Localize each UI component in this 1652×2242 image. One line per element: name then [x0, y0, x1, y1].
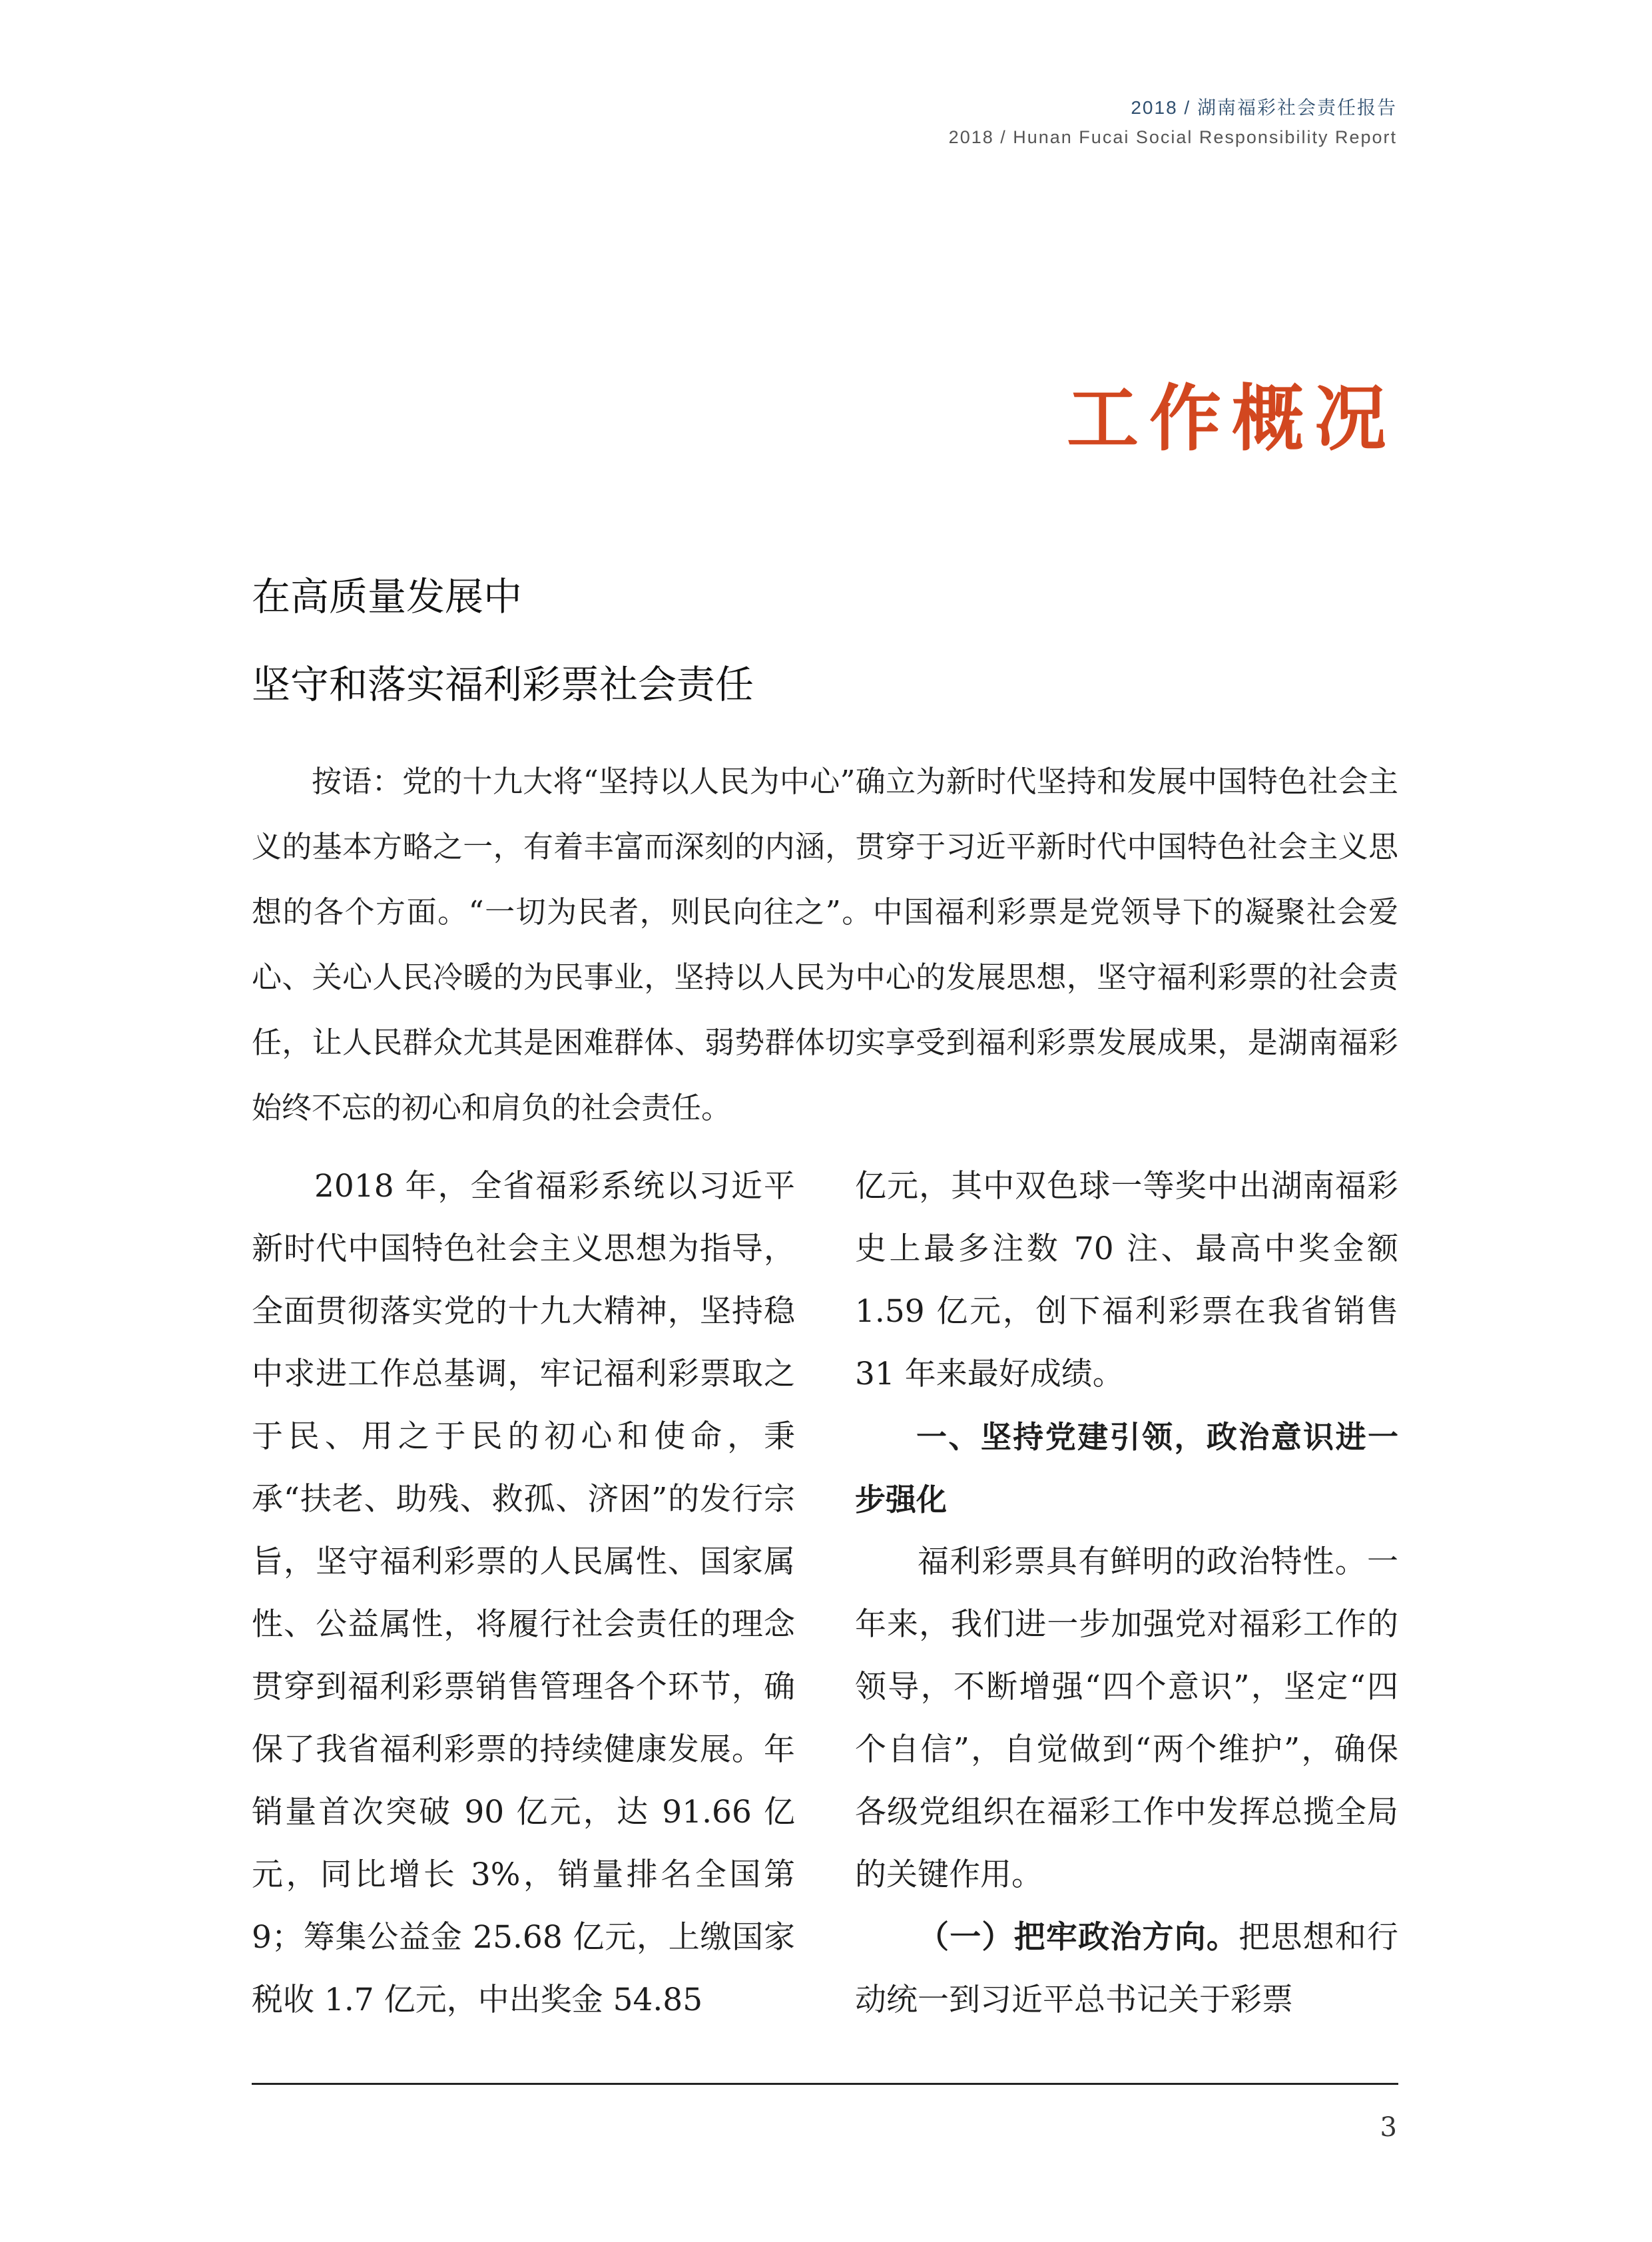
subtitle-line-2: 坚守和落实福利彩票社会责任: [252, 662, 754, 707]
page-number: 3: [1380, 2112, 1397, 2143]
body-paragraph-1-continued: 亿元，其中双色球一等奖中出湖南福彩史上最多注数 70 注、最高中奖金额 1.59 亿元，创下福利彩票在我省销售 31 年来最好成绩。: [855, 1168, 1398, 1392]
body-paragraph-2: 福利彩票具有鲜明的政治特性。一年来，我们进一步加强党对福彩工作的领导，不断增强“四个意识”，坚定“四个自信”，自觉做到“两个维护”，确保各级党组织在福彩工作中发挥总揽全局的关键作用。: [855, 1543, 1398, 1893]
header-title-en: 2018 / Hunan Fucai Social Responsibility Report: [948, 127, 1397, 147]
section-title: 工作概况: [1066, 378, 1397, 461]
body-paragraph-3: [855, 1906, 1398, 2032]
header-title-zh: 2018 / 湖南福彩社会责任报告: [1131, 97, 1397, 118]
body-paragraph-3-text: 把思想和行动统一到习近平总书记关于彩票: [855, 1919, 1399, 2018]
section-heading-1: 一、坚持党建引领，政治意识进一步强化: [855, 1419, 1398, 1518]
subtitle-line-1: 在高质量发展中: [252, 574, 523, 619]
article-subtitle: [252, 553, 754, 728]
running-header: [949, 93, 1397, 152]
body-column-right: [855, 1155, 1398, 2032]
body-column-left: [252, 1155, 795, 2032]
footer-divider: [252, 2083, 1398, 2085]
sub-heading-1: （一）把牢政治方向。: [918, 1919, 1239, 1956]
body-paragraph-1: 2018 年，全省福彩系统以习近平新时代中国特色社会主义思想为指导，全面贯彻落实党的十九大精神，坚持稳中求进工作总基调，牢记福利彩票取之于民、用之于民的初心和使命，秉承“扶老、助残、救孤、济困”的发行宗旨，坚守福利彩票的人民属性、国家属性、公益属性，将履行社会责任的理念贯穿到福利彩票销售管理各个环节，确保了我省福利彩票的持续健康发展。年销量首次突破 90 亿元，达 91.66 亿元，同比增长 3%，销量排名全国第 9；筹集公益金 25.68 亿元，上缴国家税收 1.7 亿元，中出奖金 54.85: [252, 1168, 795, 2018]
editor-preface: [252, 749, 1398, 1141]
preface-text: 按语：党的十九大将“坚持以人民为中心”确立为新时代坚持和发展中国特色社会主义的基本方略之一，有着丰富而深刻的内涵，贯穿于习近平新时代中国特色社会主义思想的各个方面。“一切为民者，则民向往之”。中国福利彩票是党领导下的凝聚社会爱心、关心人民冷暖的为民事业，坚持以人民为中心的发展思想，坚守福利彩票的社会责任，让人民群众尤其是困难群体、弱势群体切实享受到福利彩票发展成果，是湖南福彩始终不忘的初心和肩负的社会责任。: [252, 764, 1398, 1125]
